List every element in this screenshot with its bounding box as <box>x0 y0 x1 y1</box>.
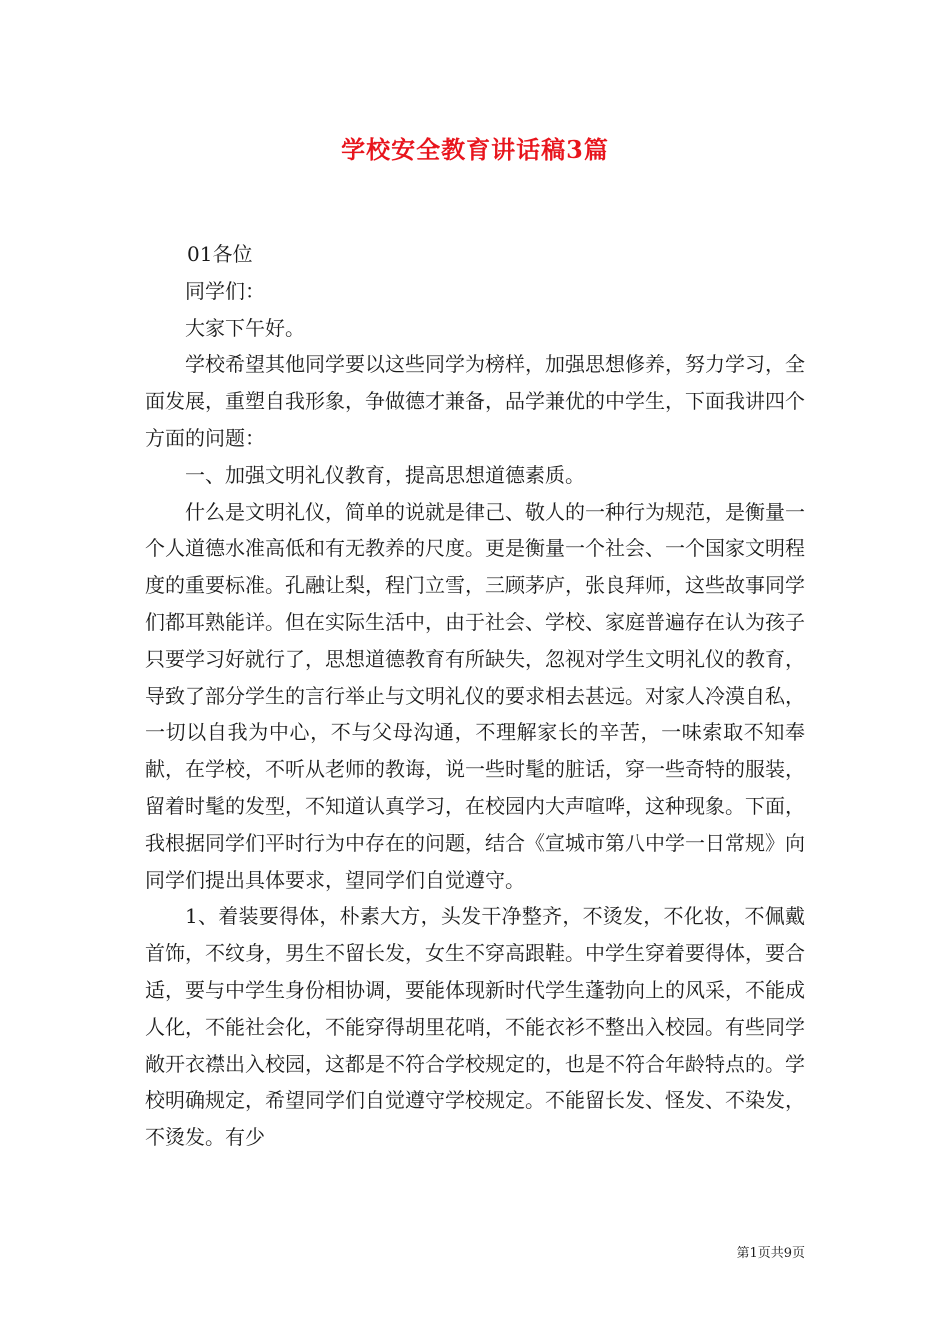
paragraph-intro: 学校希望其他同学要以这些同学为榜样，加强思想修养，努力学习，全面发展，重塑自我形象，争做德才兼备，品学兼优的中学生，下面我讲四个方面的问题： <box>145 352 805 450</box>
paragraph-greeting-students: 同学们： <box>185 278 265 303</box>
paragraph-salutation: 01各位 <box>187 242 253 266</box>
document-title: 学校安全教育讲话稿3篇 <box>341 135 609 164</box>
paragraph-etiquette: 什么是文明礼仪，简单的说就是律己、敬人的一种行为规范，是衡量一个人道德水准高低和有无教养的尺度。更是衡量一个社会、一个国家文明程度的重要标准。孔融让梨，程门立雪，三顾茅庐，张良拜师，这些故事同学们都耳熟能详。但在实际生活中，由于社会、学校、家庭普遍存在认为孩子只要学习好就行了，思想道德教育有所缺失，忽视对学生文明礼仪的教育，导致了部分学生的言行举止与文明礼仪的要求相去甚远。对家人冷漠自私，一切以自我为中心，不与父母沟通，不理解家长的辛苦，一味索取不知奉献，在学校，不听从老师的教诲，说一些时髦的脏话，穿一些奇特的服装，留着时髦的发型，不知道认真学习，在校园内大声喧哗，这种现象。下面，我根据同学们平时行为中存在的问题，结合《宣城市第八中学一日常规》向同学们提出具体要求，望同学们自觉遵守。 <box>145 499 805 892</box>
paragraph-greeting-afternoon: 大家下午好。 <box>185 315 305 340</box>
paragraph-dress-code: 1、着装要得体，朴素大方，头发干净整齐，不烫发，不化妆，不佩戴首饰，不纹身，男生不留长发，女生不穿高跟鞋。中学生穿着要得体，要合适，要与中学生身份相协调，要能体现新时代学生蓬勃向上的风采，不能成人化，不能社会化，不能穿得胡里花哨，不能衣衫不整出入校园。有些同学敞开衣襟出入校园，这都是不符合学校规定的，也是不符合年龄特点的。学校明确规定，希望同学们自觉遵守学校规定。不能留长发、怪发、不染发，不烫发。有少 <box>145 904 805 1150</box>
document-body <box>145 236 805 1156</box>
page-number-footer: 第1页共9页 <box>736 1246 805 1261</box>
paragraph-section-heading: 一、加强文明礼仪教育，提高思想道德素质。 <box>185 462 585 487</box>
